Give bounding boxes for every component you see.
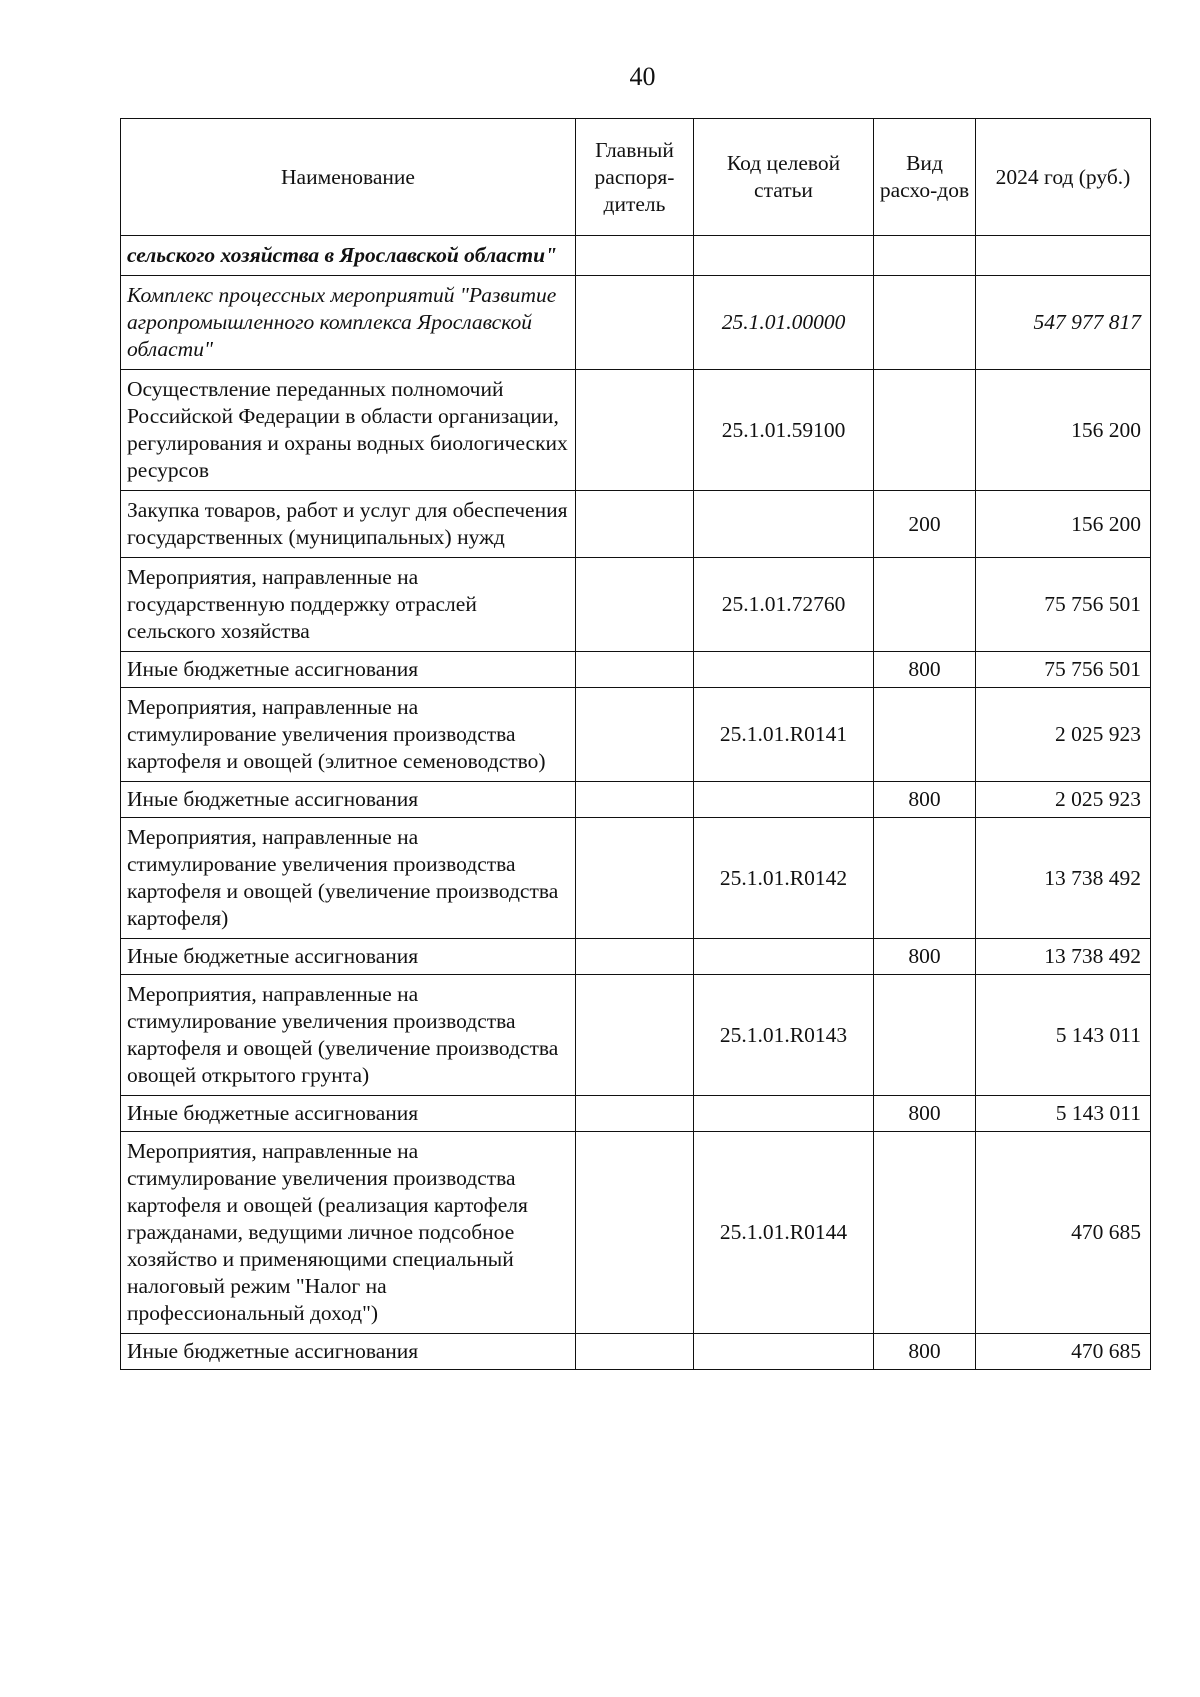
- row-code: 25.1.01.59100: [694, 370, 874, 491]
- row-name: Иные бюджетные ассигнования: [121, 782, 576, 818]
- row-name: Мероприятия, направленные на стимулирование увеличения производства картофеля и овощей (увеличение производства овощей открытого грунта): [121, 975, 576, 1096]
- row-name: Мероприятия, направленные на стимулирование увеличения производства картофеля и овощей (элитное семеноводство): [121, 688, 576, 782]
- row-amount: 156 200: [976, 491, 1151, 558]
- row-name: Мероприятия, направленные на государственную поддержку отраслей сельского хозяйства: [121, 558, 576, 652]
- row-type: [874, 276, 976, 370]
- row-type: [874, 1132, 976, 1334]
- row-code: 25.1.01.R0144: [694, 1132, 874, 1334]
- row-code: [694, 652, 874, 688]
- header-code: Код целевой статьи: [694, 119, 874, 236]
- row-admin: [576, 491, 694, 558]
- row-amount: 470 685: [976, 1132, 1151, 1334]
- row-amount: 5 143 011: [976, 975, 1151, 1096]
- row-amount: 470 685: [976, 1334, 1151, 1370]
- row-type: [874, 818, 976, 939]
- row-code: 25.1.01.72760: [694, 558, 874, 652]
- row-name: Комплекс процессных мероприятий "Развитие агропромышленного комплекса Ярославской области": [121, 276, 576, 370]
- row-name: Мероприятия, направленные на стимулирование увеличения производства картофеля и овощей (увеличение производства картофеля): [121, 818, 576, 939]
- table-row: [121, 782, 1151, 818]
- row-admin: [576, 1096, 694, 1132]
- table-row: [121, 276, 1151, 370]
- table-row: [121, 975, 1151, 1096]
- row-amount: 75 756 501: [976, 558, 1151, 652]
- table-row: [121, 1132, 1151, 1334]
- row-admin: [576, 558, 694, 652]
- table-row: [121, 370, 1151, 491]
- row-code: 25.1.01.R0142: [694, 818, 874, 939]
- row-admin: [576, 975, 694, 1096]
- row-type: 800: [874, 652, 976, 688]
- row-admin: [576, 818, 694, 939]
- row-type: 800: [874, 1334, 976, 1370]
- row-code: 25.1.01.00000: [694, 276, 874, 370]
- row-name: Иные бюджетные ассигнования: [121, 652, 576, 688]
- page-number: 40: [629, 62, 656, 91]
- row-name: Мероприятия, направленные на стимулирование увеличения производства картофеля и овощей (реализация картофеля гражданами, ведущими личное подсобное хозяйство и применяющими специальный налоговый режим "Налог на профессиональный доход"): [121, 1132, 576, 1334]
- row-admin: [576, 652, 694, 688]
- row-admin: [576, 1334, 694, 1370]
- table-row: [121, 558, 1151, 652]
- row-amount: 2 025 923: [976, 688, 1151, 782]
- table-row: [121, 491, 1151, 558]
- row-admin: [576, 939, 694, 975]
- row-type: [874, 688, 976, 782]
- row-type: [874, 558, 976, 652]
- row-amount: [976, 236, 1151, 276]
- row-name: Иные бюджетные ассигнования: [121, 1096, 576, 1132]
- table-header-row: [121, 119, 1151, 236]
- row-amount: 75 756 501: [976, 652, 1151, 688]
- row-admin: [576, 688, 694, 782]
- header-amount: 2024 год (руб.): [976, 119, 1151, 236]
- row-name: сельского хозяйства в Ярославской области": [121, 236, 576, 276]
- row-type: [874, 975, 976, 1096]
- table-row: [121, 652, 1151, 688]
- row-amount: 156 200: [976, 370, 1151, 491]
- row-code: [694, 236, 874, 276]
- table-row: [121, 688, 1151, 782]
- table-row: [121, 1334, 1151, 1370]
- header-name: Наименование: [121, 119, 576, 236]
- row-name: Иные бюджетные ассигнования: [121, 939, 576, 975]
- table-row: [121, 818, 1151, 939]
- row-code: 25.1.01.R0141: [694, 688, 874, 782]
- row-name: Осуществление переданных полномочий Российской Федерации в области организации, регулирования и охраны водных биологических ресурсов: [121, 370, 576, 491]
- row-type: [874, 236, 976, 276]
- row-code: [694, 1334, 874, 1370]
- row-amount: 547 977 817: [976, 276, 1151, 370]
- table-row: [121, 939, 1151, 975]
- row-amount: 2 025 923: [976, 782, 1151, 818]
- row-code: 25.1.01.R0143: [694, 975, 874, 1096]
- row-type: 800: [874, 782, 976, 818]
- row-amount: 5 143 011: [976, 1096, 1151, 1132]
- row-code: [694, 1096, 874, 1132]
- header-admin: Главный распоря-дитель: [576, 119, 694, 236]
- table-row: [121, 236, 1151, 276]
- row-type: 200: [874, 491, 976, 558]
- row-code: [694, 782, 874, 818]
- budget-table: [120, 118, 1151, 1370]
- row-type: [874, 370, 976, 491]
- row-admin: [576, 370, 694, 491]
- row-code: [694, 939, 874, 975]
- row-type: 800: [874, 1096, 976, 1132]
- row-admin: [576, 1132, 694, 1334]
- row-admin: [576, 236, 694, 276]
- row-name: Иные бюджетные ассигнования: [121, 1334, 576, 1370]
- row-admin: [576, 782, 694, 818]
- header-type: Вид расхо-дов: [874, 119, 976, 236]
- row-type: 800: [874, 939, 976, 975]
- row-amount: 13 738 492: [976, 818, 1151, 939]
- row-admin: [576, 276, 694, 370]
- row-amount: 13 738 492: [976, 939, 1151, 975]
- table-row: [121, 1096, 1151, 1132]
- row-code: [694, 491, 874, 558]
- row-name: Закупка товаров, работ и услуг для обеспечения государственных (муниципальных) нужд: [121, 491, 576, 558]
